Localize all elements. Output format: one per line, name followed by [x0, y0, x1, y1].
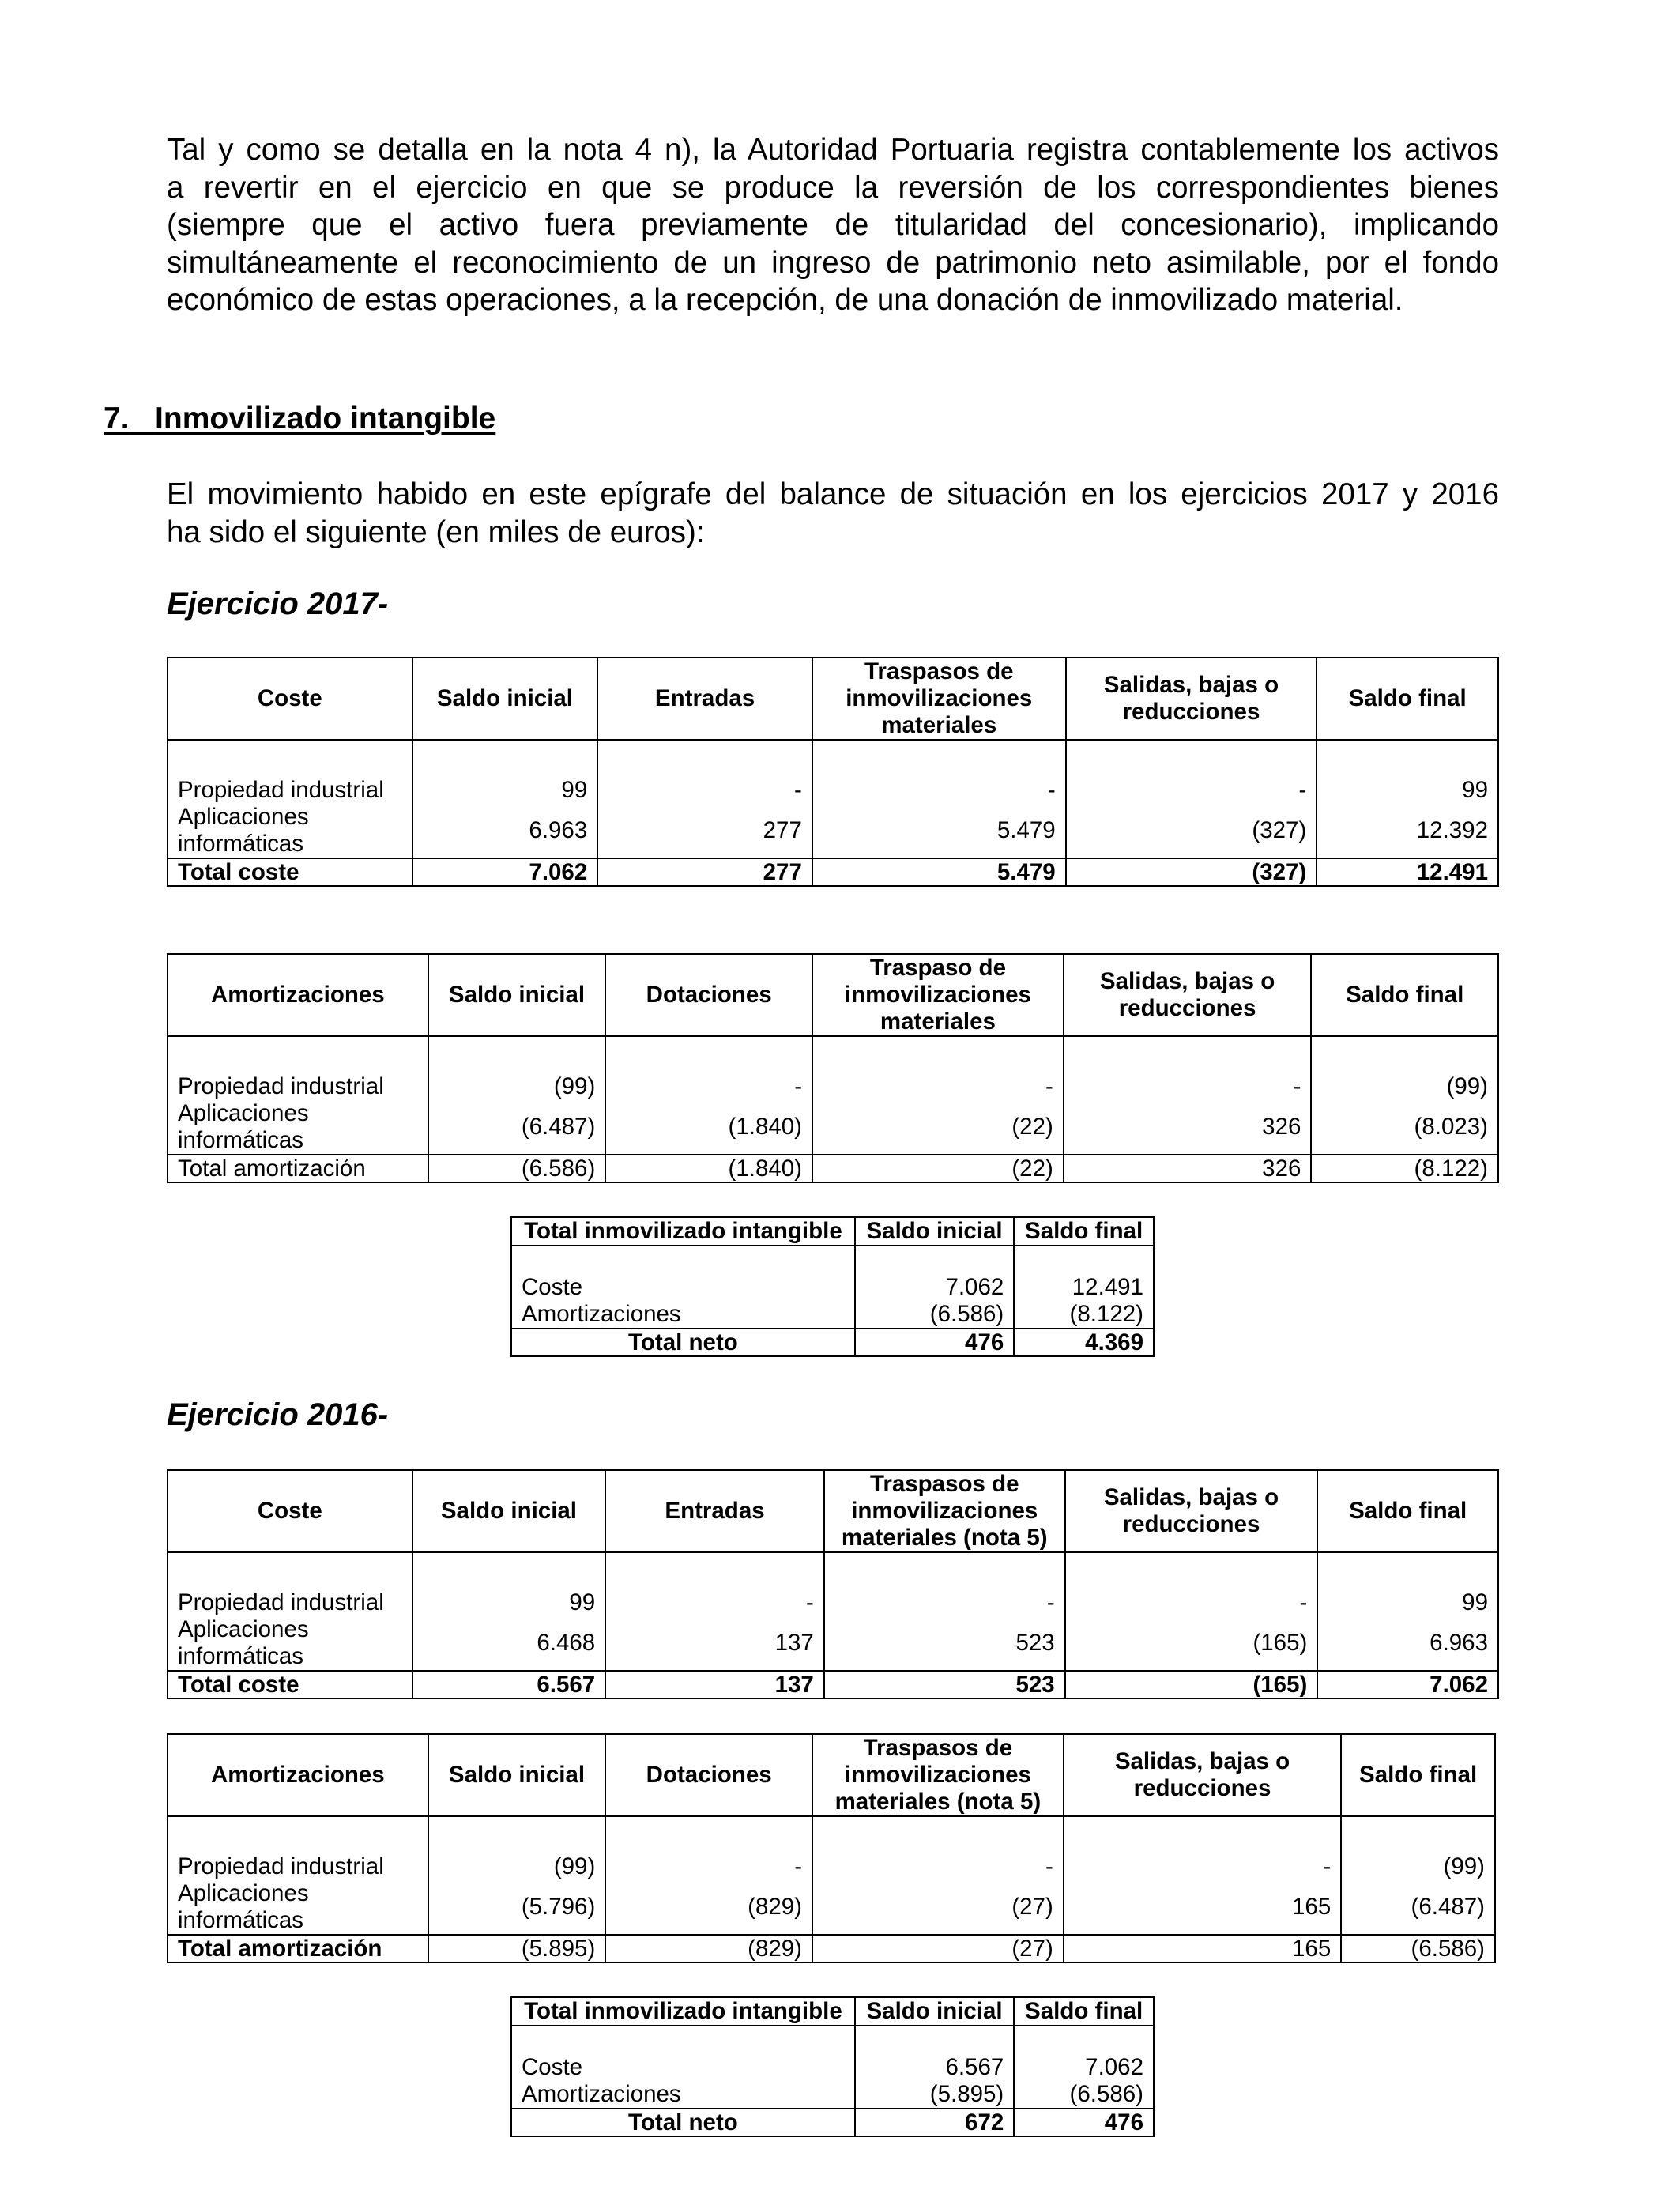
cell-value: 165: [1064, 1935, 1341, 1962]
cell-value: (165): [1065, 1616, 1318, 1671]
column-header: Entradas: [605, 1470, 824, 1552]
cell-value: 672: [855, 2109, 1014, 2136]
column-header: Saldo inicial: [855, 1217, 1014, 1246]
section-heading: [104, 401, 495, 436]
cell-value: (99): [1341, 1816, 1495, 1880]
cell-value: (327): [1066, 858, 1317, 886]
cell-value: (5.895): [428, 1935, 606, 1962]
cell-value: 6.567: [412, 1671, 606, 1698]
row-label: Propiedad industrial: [168, 1552, 412, 1616]
cell-value: 326: [1064, 1155, 1312, 1182]
row-label: Total amortización: [168, 1155, 428, 1182]
table-row: [168, 1036, 1498, 1100]
cell-value: 523: [824, 1616, 1065, 1671]
cell-value: (99): [1311, 1036, 1498, 1100]
table-row: [511, 2081, 1154, 2109]
text-line: a revertir en el ejercicio en que se produce la reversión de los correspondientes bienes: [167, 170, 1499, 205]
column-header: Salidas, bajas o reducciones: [1065, 1470, 1318, 1552]
row-label: Total amortización: [168, 1935, 428, 1962]
row-label: Total coste: [168, 1671, 412, 1698]
cell-value: (99): [428, 1036, 606, 1100]
column-header: Salidas, bajas o reducciones: [1066, 658, 1317, 740]
total-row: [511, 1329, 1154, 1356]
cell-value: 99: [412, 1552, 606, 1616]
intro-paragraph: [167, 131, 1499, 319]
cell-value: (6.586): [1014, 2081, 1154, 2109]
cell-value: -: [605, 1552, 824, 1616]
cell-value: 5.479: [812, 858, 1066, 886]
cell-value: -: [812, 1036, 1064, 1100]
column-header: Saldo final: [1014, 1217, 1154, 1246]
cell-value: -: [1064, 1816, 1341, 1880]
cell-value: (8.023): [1311, 1100, 1498, 1155]
cell-value: (165): [1065, 1671, 1318, 1698]
subtitle-2017: Ejercicio 2017-: [167, 586, 389, 621]
row-label: Aplicaciones informáticas: [168, 1100, 428, 1155]
table-row: [511, 1246, 1154, 1301]
cell-value: 6.468: [412, 1616, 606, 1671]
cost-table-2017: [167, 657, 1499, 887]
cell-value: (829): [605, 1880, 812, 1935]
cell-value: 326: [1064, 1100, 1312, 1155]
table-row: [168, 1880, 1495, 1935]
amortization-table-2016: [167, 1733, 1496, 1963]
column-header: Total inmovilizado intangible: [511, 1217, 855, 1246]
summary-table-2017: [510, 1216, 1155, 1357]
row-label: Coste: [511, 1246, 855, 1301]
cell-value: 7.062: [855, 1246, 1014, 1301]
cell-value: 476: [855, 1329, 1014, 1356]
column-header: Saldo final: [1014, 1997, 1154, 2026]
cell-value: (6.487): [428, 1100, 606, 1155]
row-label: Aplicaciones informáticas: [168, 1880, 428, 1935]
column-header: Saldo final: [1341, 1734, 1495, 1816]
total-row: [168, 1671, 1498, 1698]
text-line: Tal y como se detalla en la nota 4 n), la Autoridad Portuaria registra contablemente los activos: [167, 133, 1499, 167]
row-label: Propiedad industrial: [168, 740, 412, 804]
row-label: Total neto: [511, 2109, 855, 2136]
row-label: Amortizaciones: [511, 2081, 855, 2109]
row-label: Coste: [511, 2026, 855, 2081]
cell-value: (5.796): [428, 1880, 606, 1935]
column-header: Salidas, bajas o reducciones: [1064, 954, 1312, 1036]
cell-value: 12.491: [1014, 1246, 1154, 1301]
text-line: El movimiento habido en este epígrafe del balance de situación en los ejercicios 2017 y 2016: [167, 477, 1499, 511]
cell-value: -: [1064, 1036, 1312, 1100]
cell-value: (27): [812, 1880, 1064, 1935]
cell-value: 7.062: [1014, 2026, 1154, 2081]
column-header: Saldo final: [1317, 1470, 1498, 1552]
column-header: Dotaciones: [605, 954, 812, 1036]
cell-value: (5.895): [855, 2081, 1014, 2109]
total-row: [168, 1155, 1498, 1182]
cell-value: 99: [1317, 740, 1498, 804]
cell-value: (1.840): [605, 1100, 812, 1155]
row-label: Amortizaciones: [511, 1301, 855, 1329]
table-row: [168, 1100, 1498, 1155]
table-header-row: [168, 1734, 1495, 1816]
column-header: Saldo final: [1317, 658, 1498, 740]
cell-value: (6.487): [1341, 1880, 1495, 1935]
summary-table-2016: [510, 1996, 1155, 2137]
subtitle-2016: Ejercicio 2016-: [167, 1397, 389, 1432]
table-row: [168, 804, 1498, 858]
table-row: [168, 740, 1498, 804]
table-row: [511, 1301, 1154, 1329]
table-header-row: [511, 1997, 1154, 2026]
cell-value: (6.586): [1341, 1935, 1495, 1962]
cell-value: (99): [428, 1816, 606, 1880]
table-header-row: [168, 954, 1498, 1036]
table-row: [168, 1552, 1498, 1616]
column-header: Amortizaciones: [168, 954, 428, 1036]
cell-value: (327): [1066, 804, 1317, 858]
cell-value: -: [824, 1552, 1065, 1616]
table-row: [168, 1816, 1495, 1880]
total-row: [511, 2109, 1154, 2136]
text-line: (siempre que el activo fuera previamente de titularidad del concesionario), implicando: [167, 208, 1499, 242]
row-label: Total coste: [168, 858, 412, 886]
column-header: Entradas: [597, 658, 812, 740]
total-row: [168, 1935, 1495, 1962]
column-header: Saldo inicial: [855, 1997, 1014, 2026]
text-line: simultáneamente el reconocimiento de un ingreso de patrimonio neto asimilable, por el fondo: [167, 245, 1499, 280]
cell-value: -: [605, 1036, 812, 1100]
cell-value: 137: [605, 1671, 824, 1698]
row-label: Aplicaciones informáticas: [168, 1616, 412, 1671]
cell-value: 6.567: [855, 2026, 1014, 2081]
movement-paragraph: [167, 476, 1499, 551]
cell-value: -: [597, 740, 812, 804]
cell-value: 165: [1064, 1880, 1341, 1935]
column-header: Dotaciones: [605, 1734, 812, 1816]
cell-value: -: [812, 740, 1066, 804]
cell-value: 6.963: [1317, 1616, 1498, 1671]
row-label: Propiedad industrial: [168, 1036, 428, 1100]
cell-value: (22): [812, 1155, 1064, 1182]
column-header: Amortizaciones: [168, 1734, 428, 1816]
column-header: Coste: [168, 658, 412, 740]
table-header-row: [168, 658, 1498, 740]
cell-value: -: [1066, 740, 1317, 804]
cell-value: 277: [597, 858, 812, 886]
row-label: Total neto: [511, 1329, 855, 1356]
cell-value: 7.062: [1317, 1671, 1498, 1698]
cell-value: (6.586): [428, 1155, 606, 1182]
cell-value: (1.840): [605, 1155, 812, 1182]
column-header: Traspasos de inmovilizaciones materiales (nota 5): [824, 1470, 1065, 1552]
column-header: Traspaso de inmovilizaciones materiales: [812, 954, 1064, 1036]
cell-value: 476: [1014, 2109, 1154, 2136]
column-header: Saldo final: [1311, 954, 1498, 1036]
column-header: Coste: [168, 1470, 412, 1552]
cell-value: -: [812, 1816, 1064, 1880]
cell-value: 277: [597, 804, 812, 858]
column-header: Saldo inicial: [428, 954, 606, 1036]
column-header: Saldo inicial: [412, 658, 598, 740]
column-header: Salidas, bajas o reducciones: [1064, 1734, 1341, 1816]
row-label: Aplicaciones informáticas: [168, 804, 412, 858]
column-header: Total inmovilizado intangible: [511, 1997, 855, 2026]
table-header-row: [168, 1470, 1498, 1552]
cell-value: 99: [1317, 1552, 1498, 1616]
column-header: Traspasos de inmovilizaciones materiales (nota 5): [812, 1734, 1064, 1816]
cost-table-2016: [167, 1469, 1499, 1699]
row-label: Propiedad industrial: [168, 1816, 428, 1880]
cell-value: 137: [605, 1616, 824, 1671]
section-number: 7.: [104, 401, 130, 435]
cell-value: (22): [812, 1100, 1064, 1155]
section-title: Inmovilizado intangible: [155, 401, 496, 435]
cell-value: -: [1065, 1552, 1318, 1616]
text-line: económico de estas operaciones, a la recepción, de una donación de inmovilizado material.: [167, 283, 1403, 317]
cell-value: 4.369: [1014, 1329, 1154, 1356]
cell-value: (829): [605, 1935, 812, 1962]
column-header: Saldo inicial: [428, 1734, 606, 1816]
column-header: Saldo inicial: [412, 1470, 606, 1552]
cell-value: (8.122): [1311, 1155, 1498, 1182]
total-row: [168, 858, 1498, 886]
table-row: [511, 2026, 1154, 2081]
cell-value: -: [605, 1816, 812, 1880]
table-header-row: [511, 1217, 1154, 1246]
cell-value: 7.062: [412, 858, 598, 886]
cell-value: 12.491: [1317, 858, 1498, 886]
cell-value: 5.479: [812, 804, 1066, 858]
table-row: [168, 1616, 1498, 1671]
cell-value: (6.586): [855, 1301, 1014, 1329]
cell-value: (8.122): [1014, 1301, 1154, 1329]
column-header: Traspasos de inmovilizaciones materiales: [812, 658, 1066, 740]
cell-value: 12.392: [1317, 804, 1498, 858]
amortization-table-2017: [167, 953, 1499, 1183]
cell-value: 99: [412, 740, 598, 804]
cell-value: 6.963: [412, 804, 598, 858]
cell-value: (27): [812, 1935, 1064, 1962]
text-line: ha sido el siguiente (en miles de euros):: [167, 515, 705, 549]
cell-value: 523: [824, 1671, 1065, 1698]
